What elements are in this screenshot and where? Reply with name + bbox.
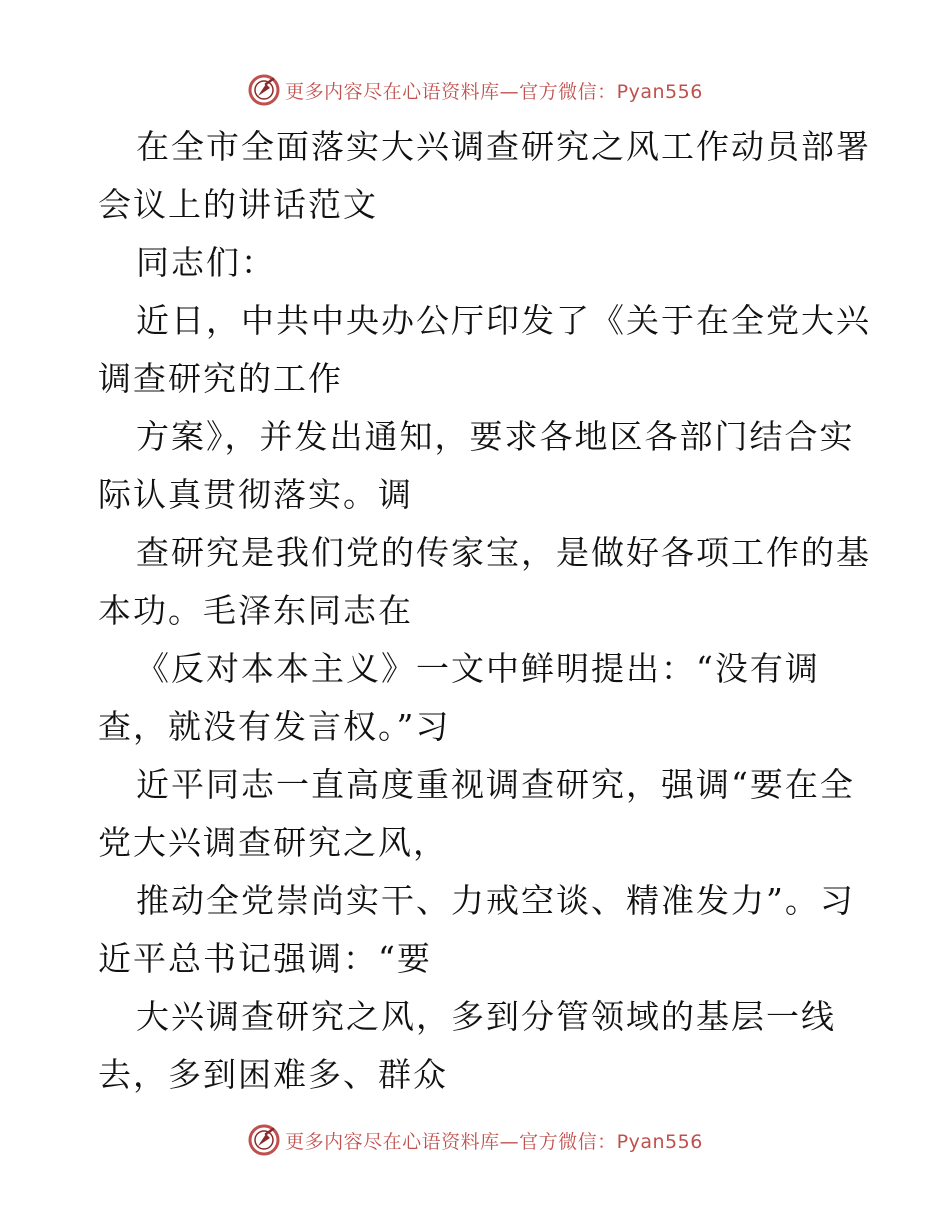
- doc-title-line-2: 会议上的讲话范文: [98, 185, 378, 224]
- pen-nib-circle-icon: [247, 1123, 281, 1157]
- doc-text-line: 方案》，并发出通知，要求各地区各部门结合实: [136, 417, 855, 456]
- document-body: [98, 118, 871, 1104]
- doc-text-line: 去，多到困难多、群众: [98, 1055, 448, 1094]
- doc-text-line: 调查研究的工作: [98, 359, 343, 398]
- footer-banner: [0, 1120, 950, 1160]
- header-banner: [0, 70, 950, 110]
- doc-text-line: 查研究是我们党的传家宝，是做好各项工作的基: [136, 533, 871, 572]
- doc-text-line: 推动全党崇尚实干、力戒空谈、精准发力”。习: [136, 881, 855, 920]
- doc-salutation: 同志们：: [136, 243, 276, 282]
- doc-text-line: 《反对本本主义》一文中鲜明提出：“没有调: [136, 649, 820, 688]
- doc-text-line: 际认真贯彻落实。调: [98, 475, 413, 514]
- doc-text-line: 近平同志一直高度重视调查研究，强调“要在全: [136, 765, 855, 804]
- doc-text-line: 近平总书记强调：“要: [98, 939, 432, 978]
- header-banner-text: 更多内容尽在心语资料库—官方微信：Pyan556: [285, 80, 703, 103]
- doc-text-line: 本功。毛泽东同志在: [98, 591, 413, 630]
- footer-banner-text: 更多内容尽在心语资料库—官方微信：Pyan556: [285, 1130, 703, 1153]
- doc-title-line-1: 在全市全面落实大兴调查研究之风工作动员部署: [136, 127, 871, 166]
- pen-nib-circle-icon: [247, 73, 281, 107]
- doc-text-line: 大兴调查研究之风，多到分管领域的基层一线: [136, 997, 836, 1036]
- doc-text-line: 党大兴调查研究之风，: [98, 823, 448, 862]
- doc-text-line: 近日，中共中央办公厅印发了《关于在全党大兴: [136, 301, 871, 340]
- doc-text-line: 查，就没有发言权。”习: [98, 707, 451, 746]
